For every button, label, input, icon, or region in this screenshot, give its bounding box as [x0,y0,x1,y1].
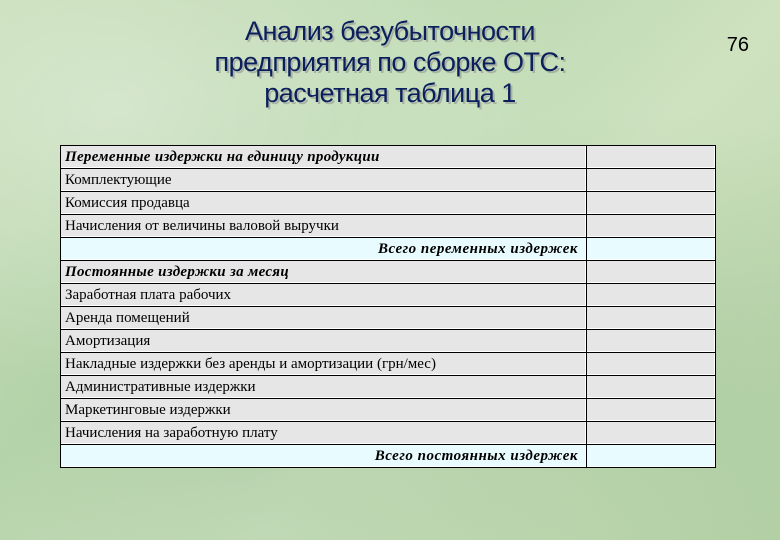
row-value-cell [587,215,716,238]
table-row [61,284,716,307]
table-row [61,330,716,353]
table-row [61,215,716,238]
row-value-cell [587,376,716,399]
table-row [61,376,716,399]
table-row [61,169,716,192]
row-value-cell [587,169,716,192]
row-value-cell [587,238,716,261]
row-value-cell [587,330,716,353]
total-row [61,445,716,468]
section-header-row [61,146,716,169]
row-label: Всего постоянных издержек [61,445,587,468]
total-row [61,238,716,261]
row-value-cell [587,422,716,445]
row-label: Заработная плата рабочих [61,284,587,307]
table-row [61,422,716,445]
calculation-table [60,145,716,468]
row-value-cell [587,192,716,215]
slide-title [0,16,780,109]
row-value-cell [587,146,716,169]
table-row [61,192,716,215]
row-label: Всего переменных издержек [61,238,587,261]
section-header-row [61,261,716,284]
row-label: Маркетинговые издержки [61,399,587,422]
row-value-cell [587,261,716,284]
row-value-cell [587,399,716,422]
row-label: Аренда помещений [61,307,587,330]
row-label: Начисления от величины валовой выручки [61,215,587,238]
title-line-3: расчетная таблица 1 [264,78,516,108]
row-label: Постоянные издержки за месяц [61,261,587,284]
row-value-cell [587,353,716,376]
row-label: Комиссия продавца [61,192,587,215]
title-line-2: предприятия по сборке ОТС: [214,47,566,77]
table-row [61,353,716,376]
row-label: Начисления на заработную плату [61,422,587,445]
row-label: Административные издержки [61,376,587,399]
row-value-cell [587,445,716,468]
row-label: Комплектующие [61,169,587,192]
row-label: Переменные издержки на единицу продукции [61,146,587,169]
row-value-cell [587,307,716,330]
row-label: Накладные издержки без аренды и амортизации (грн/мес) [61,353,587,376]
row-value-cell [587,284,716,307]
page-number: 76 [726,34,749,56]
table-row [61,399,716,422]
table-row [61,307,716,330]
row-label: Амортизация [61,330,587,353]
title-line-1: Анализ безубыточности [245,16,535,46]
